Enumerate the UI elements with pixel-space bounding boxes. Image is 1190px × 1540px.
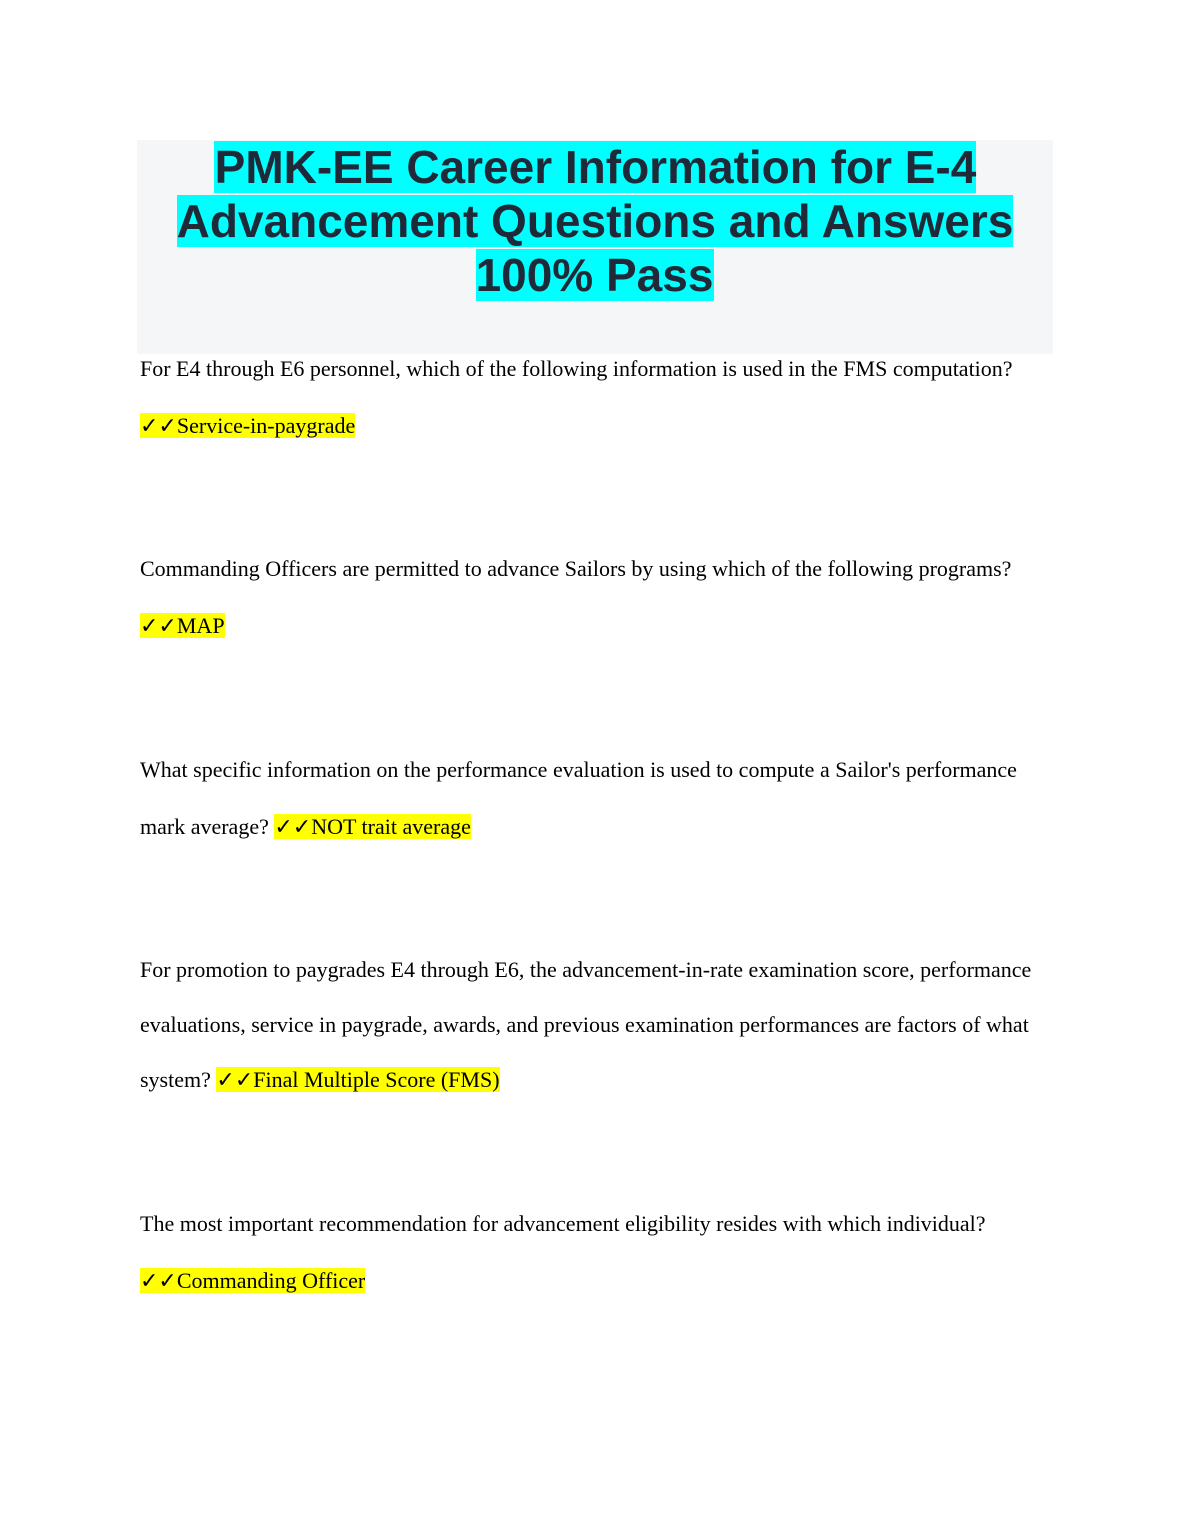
document-title bbox=[137, 140, 1053, 302]
question-text: For E4 through E6 personnel, which of the following information is used in the FMS computation? bbox=[140, 356, 1013, 381]
check-mark-icon: ✓✓ bbox=[274, 814, 312, 839]
check-mark-icon: ✓✓ bbox=[140, 1268, 177, 1293]
check-mark-icon: ✓✓ bbox=[140, 613, 177, 638]
check-mark-icon: ✓✓ bbox=[140, 413, 177, 438]
document-title-text: PMK-EE Career Information for E-4 Advancement Questions and Answers 100% Pass bbox=[176, 141, 1014, 301]
qa-item-3 bbox=[140, 741, 1050, 855]
qa-item-2 bbox=[140, 540, 1050, 654]
answer-text: Commanding Officer bbox=[176, 1268, 366, 1293]
answer-highlight bbox=[140, 613, 225, 638]
answer-text: Service-in-paygrade bbox=[176, 413, 356, 438]
qa-item-1 bbox=[140, 340, 1050, 454]
question-text: The most important recommendation for advancement eligibility resides with which individual? bbox=[140, 1211, 986, 1236]
answer-highlight bbox=[140, 1268, 365, 1293]
question-text: Commanding Officers are permitted to advance Sailors by using which of the following programs? bbox=[140, 556, 1012, 581]
question-text: What specific information on the performance evaluation is used to compute a Sailor's performance mark average? bbox=[140, 757, 1017, 839]
answer-text: MAP bbox=[176, 613, 225, 638]
answer-highlight bbox=[216, 1067, 499, 1092]
answer-highlight bbox=[274, 814, 471, 839]
qa-item-4 bbox=[140, 942, 1050, 1107]
answer-text: Final Multiple Score (FMS) bbox=[253, 1067, 500, 1092]
check-mark-icon: ✓✓ bbox=[216, 1067, 254, 1092]
answer-text: NOT trait average bbox=[311, 814, 471, 839]
title-banner bbox=[137, 140, 1053, 354]
question-text: For promotion to paygrades E4 through E6, the advancement-in-rate examination score, performance evaluations, service in paygrade, awards, and previous examination performances are factors of what system? bbox=[140, 957, 1032, 1092]
answer-highlight bbox=[140, 413, 355, 438]
qa-item-5 bbox=[140, 1195, 1050, 1309]
